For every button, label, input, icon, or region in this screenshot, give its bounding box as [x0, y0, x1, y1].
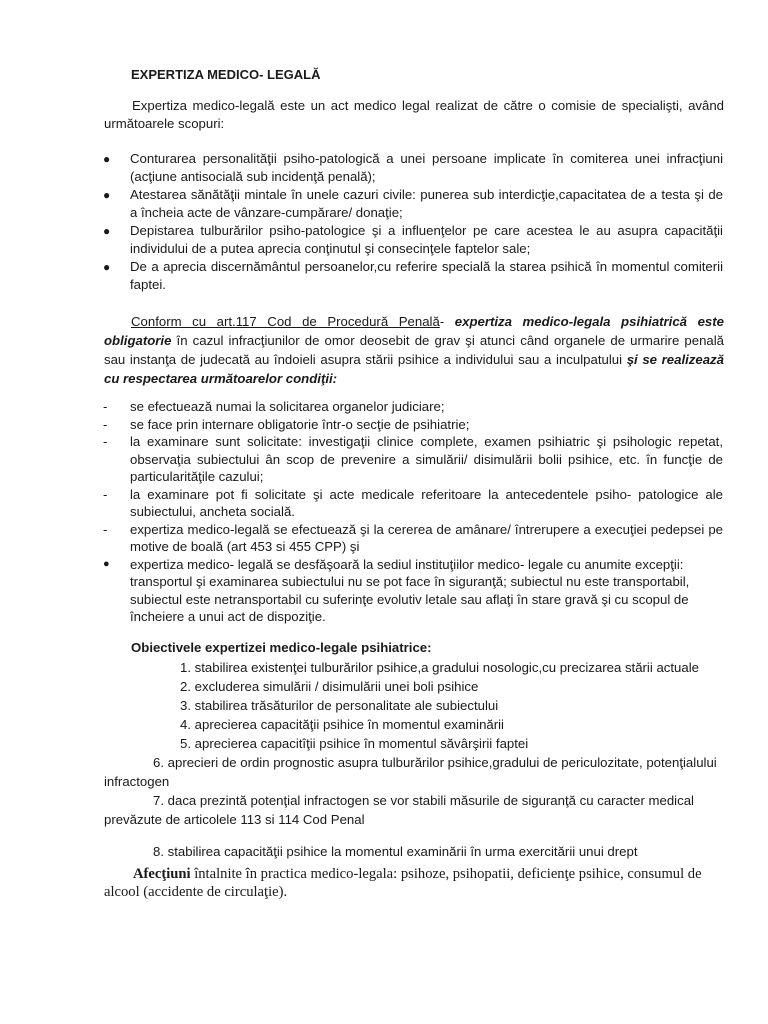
list-item: [103, 521, 723, 556]
list-item: [103, 150, 723, 186]
dash-icon: -: [103, 416, 108, 432]
list-item-text: De a aprecia discernământul persoanelor,cu referire specială la starea psihică în momentul comiterii faptei.: [130, 259, 723, 292]
list-item: [103, 258, 723, 294]
list-item: 8. stabilirea capacităţii psihice la momentul examinării în urma exercitării unui drept: [153, 844, 638, 859]
list-item: [103, 486, 723, 521]
list-item-text: Conturarea personalităţii psiho-patologică a unei persoane implicate în comiterea unei infracţiuni (acţiune antisocială sub incidenţă penală);: [130, 151, 723, 184]
list-item: [103, 398, 723, 416]
list-item-text: expertiza medico-legală se efectuează şi la cererea de amânare/ întrerupere a execuţiei pedepsei pe motive de boală (art 453 si 455 CPP) şi: [130, 521, 723, 554]
body-text: în cazul infracţiunilor de omor deosebit de grav şi atunci când organele de urmarire penală sau instanţa de judecată au îndoieli asupra stării psihice a individului sau a inculpatului: [104, 333, 724, 367]
body-text: întalnite în practica medico-legala: psihoze, psihopatii, deficienţe psihice, consumul de alcool (accidente de circulaţie).: [104, 866, 702, 900]
list-item-text: la examinare sunt solicitate: investigaţii clinice complete, examen psihiatric şi psihologic repetat, observaţia subiectului ân scop de prevenire a simulării/ disimulării bolii psihice, etc. în funcţie de particularităţile cazului;: [130, 434, 723, 484]
bullet-icon: ●: [103, 224, 111, 238]
bullet-icon: ●: [103, 188, 111, 202]
list-item-text: expertiza medico- legală se desfăşoară la sediul instituţiilor medico- legale cu anumite excepţii: transportul şi examinarea subiectului nu se pot face în siguranţă; subiectul nu este transportabil, subiectul este netransportabil cu suferinţe evolutiv letale sau aflaţi în stare gravă şi cu scopul de încheiere a unui act de dispoziţie.: [130, 556, 690, 624]
conditions-list: [103, 398, 723, 626]
document-title: EXPERTIZA MEDICO- LEGALĂ: [131, 67, 321, 82]
dash-icon: -: [103, 521, 108, 537]
dash-icon: -: [103, 399, 108, 414]
list-item: [131, 715, 731, 734]
dash-icon: -: [103, 486, 108, 502]
list-item: [103, 433, 723, 486]
emphasis-text: expertiza medico-legala psihiatrică este obligatorie: [104, 314, 724, 348]
emphasis-text: şi se realizează cu respectarea următoarelor condiţii:: [104, 352, 724, 386]
bullet-icon: ●: [103, 152, 111, 166]
list-item: [131, 677, 731, 696]
list-item-text: 4. aprecierea capacităţii psihice în momentul examinării: [180, 717, 504, 732]
list-item-text: 2. excluderea simulării / disimulării unei boli psihice: [180, 679, 479, 694]
list-item-text: Depistarea tulburărilor psiho-patologice şi a influenţelor pe care acestea le au asupra capacităţii individului de a putea aprecia conţinutul şi consecinţele faptelor sale;: [130, 223, 723, 256]
intro-paragraph: Expertiza medico-legală este un act medico legal realizat de către o comisie de specialişti, având următoarele scopuri:: [104, 98, 724, 131]
list-item: [131, 734, 731, 753]
bullet-icon: ●: [103, 557, 110, 570]
objectives-list: [104, 658, 731, 861]
list-item: [131, 658, 731, 677]
list-item: [131, 696, 731, 715]
list-item: 6. aprecieri de ordin prognostic asupra tulburărilor psihice,gradului de periculozitate, potenţialului infractogen: [104, 755, 717, 789]
list-item: [103, 222, 723, 258]
list-item-text: se efectuează numai la solicitarea organelor judiciare;: [130, 399, 445, 414]
legal-reference: Conform cu art.117 Cod de Procedură Penală: [131, 314, 440, 329]
afectiuni-heading: Afecţiuni: [133, 866, 191, 882]
list-item: [103, 556, 723, 626]
legal-basis-paragraph: [104, 312, 724, 388]
dash-icon: -: [103, 434, 108, 449]
list-item-text: 1. stabilirea existenţei tulburărilor psihice,a gradului nosologic,cu precizarea stării actuale: [180, 660, 699, 675]
purposes-list: [103, 150, 723, 294]
afectiuni-paragraph: [104, 865, 734, 901]
list-item-text: la examinare pot fi solicitate şi acte medicale referitoare la antecedentele psiho- patologice ale subiectului, ancheta socială.: [130, 486, 723, 519]
list-item-text: Atestarea sănătăţii mintale în unele cazuri civile: punerea sub interdicţie,capacitatea de a testa şi de a încheia acte de vânzare-cumpărare/ donaţie;: [130, 187, 723, 220]
list-item: [103, 416, 723, 434]
objectives-heading: Obiectivele expertizei medico-legale psihiatrice:: [131, 640, 432, 655]
bullet-icon: ●: [103, 260, 111, 274]
list-item-text: 3. stabilirea trăsăturilor de personalitate ale subiectului: [180, 698, 499, 713]
list-item-text: se face prin internare obligatorie într-o secţie de psihiatrie;: [130, 416, 470, 432]
list-item: [103, 186, 723, 222]
list-item: 7. daca prezintă potenţial infractogen se vor stabili măsurile de siguranţă cu caracter medical prevăzute de articolele 113 si 114 Cod Penal: [104, 793, 694, 827]
separator-text: -: [439, 314, 455, 329]
list-item-text: 5. aprecierea capacitîţii psihice în momentul săvârşirii faptei: [180, 736, 529, 751]
